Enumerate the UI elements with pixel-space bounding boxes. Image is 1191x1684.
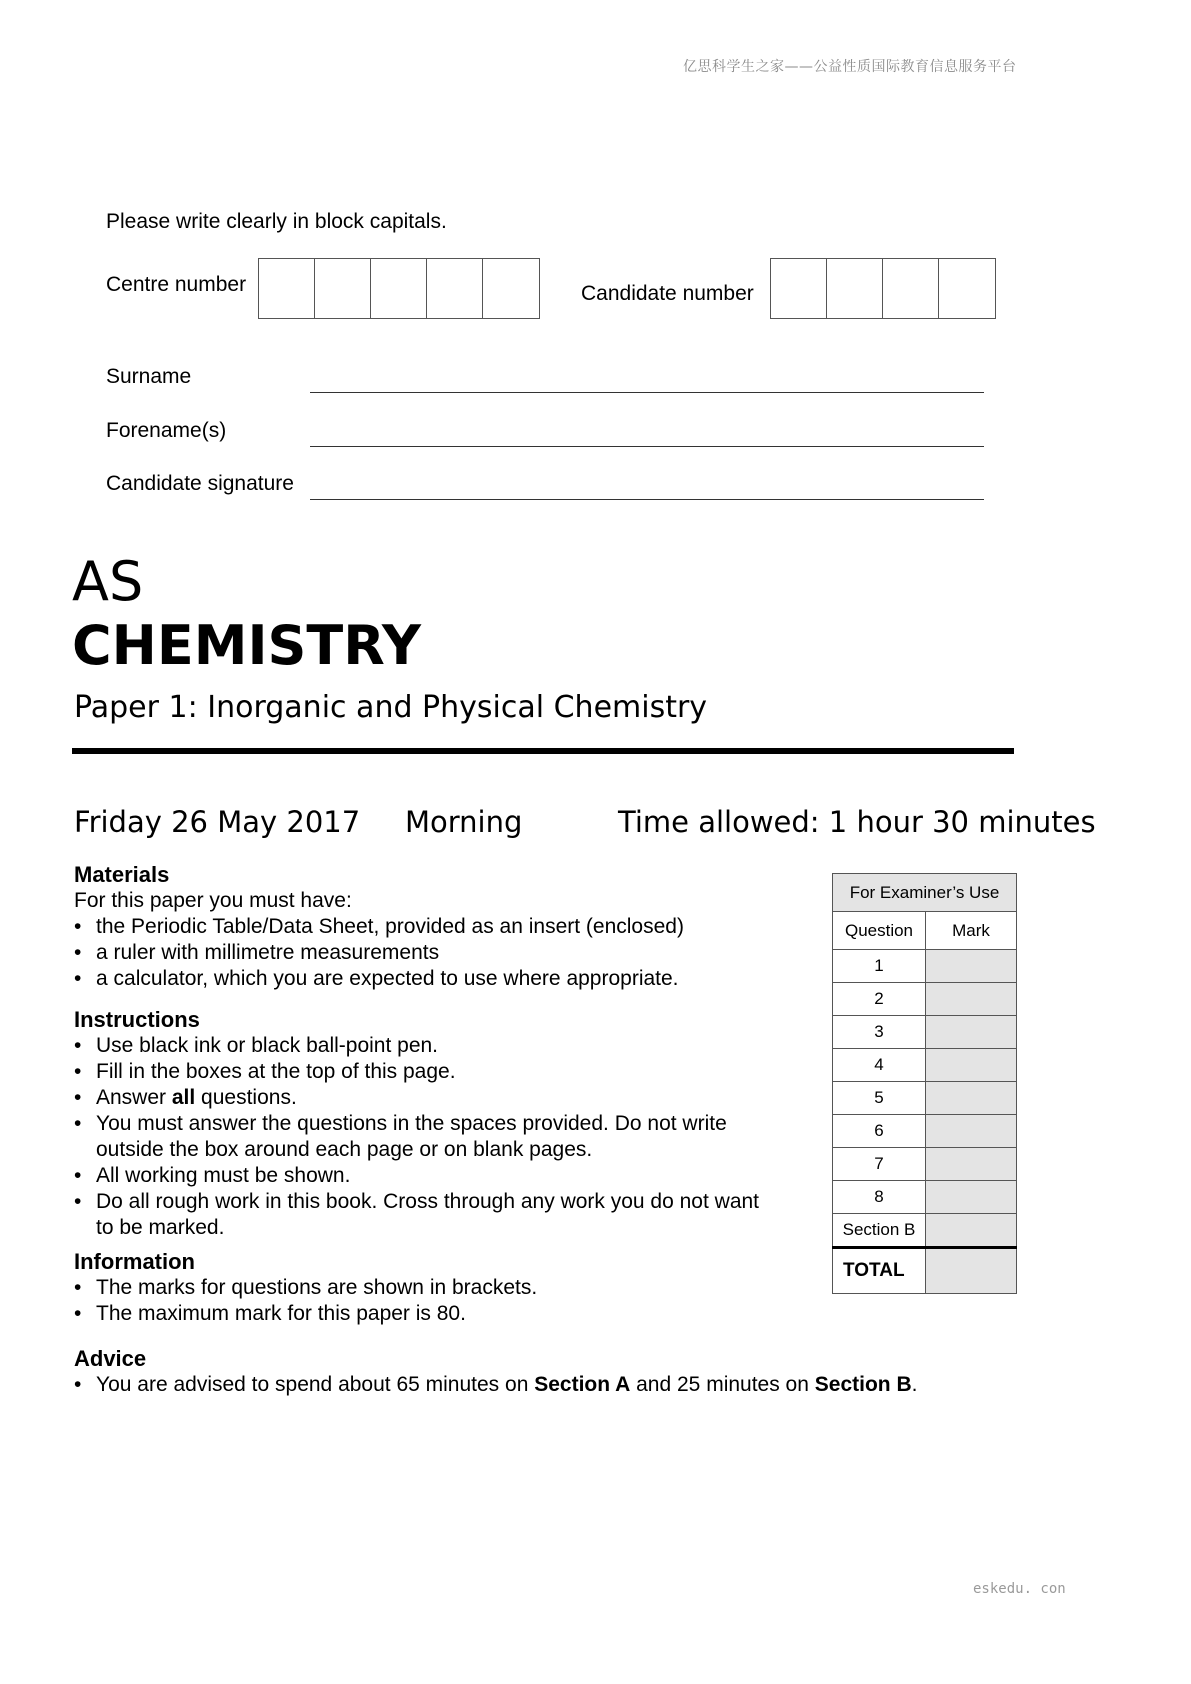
candidate-number-box[interactable]	[939, 259, 995, 318]
centre-number-box[interactable]	[259, 259, 315, 318]
advice-list	[74, 1372, 974, 1398]
materials-section	[74, 862, 804, 992]
examiner-use-table	[832, 873, 1017, 1294]
table-row	[833, 1181, 1017, 1214]
candidate-number-label: Candidate number	[581, 282, 754, 305]
total-mark-cell	[926, 1248, 1017, 1294]
advice-mid: and 25 minutes on	[630, 1373, 815, 1396]
mark-cell	[926, 1115, 1017, 1148]
information-section	[74, 1249, 804, 1327]
surname-line[interactable]	[310, 392, 984, 393]
table-row	[833, 950, 1017, 983]
table-row	[833, 1148, 1017, 1181]
forename-label: Forename(s)	[106, 419, 227, 442]
list-item: • the Periodic Table/Data Sheet, provided as an insert (enclosed)	[74, 914, 804, 940]
title-rule	[72, 748, 1014, 754]
block-capitals-instruction: Please write clearly in block capitals.	[106, 210, 447, 233]
exam-session: Morning	[405, 805, 523, 839]
table-row	[833, 1115, 1017, 1148]
mark-cell	[926, 983, 1017, 1016]
mark-cell	[926, 950, 1017, 983]
candidate-number-box[interactable]	[883, 259, 939, 318]
centre-number-box[interactable]	[371, 259, 427, 318]
mark-cell	[926, 1148, 1017, 1181]
mark-cell	[926, 1049, 1017, 1082]
advice-section-a: Section A	[534, 1373, 631, 1396]
advice-heading: Advice	[74, 1346, 147, 1371]
table-row	[833, 1082, 1017, 1115]
list-item: • The maximum mark for this paper is 80.	[74, 1301, 804, 1327]
information-list	[74, 1275, 804, 1327]
forename-line[interactable]	[310, 446, 984, 447]
table-row	[833, 1214, 1017, 1248]
table-row	[833, 1049, 1017, 1082]
time-allowed: Time allowed: 1 hour 30 minutes	[618, 805, 1096, 839]
examiner-use-title: For Examiner’s Use	[833, 874, 1017, 912]
materials-heading: Materials	[74, 862, 170, 887]
answer-post: questions.	[195, 1086, 297, 1109]
materials-intro: For this paper you must have:	[74, 889, 352, 912]
information-heading: Information	[74, 1249, 195, 1274]
candidate-number-box[interactable]	[827, 259, 883, 318]
question-number: 1	[833, 950, 926, 983]
centre-number-box[interactable]	[315, 259, 371, 318]
answer-pre: Answer	[96, 1086, 172, 1109]
list-item	[74, 1372, 974, 1398]
total-row	[833, 1248, 1017, 1294]
list-item: • a ruler with millimetre measurements	[74, 940, 804, 966]
instructions-heading: Instructions	[74, 1007, 200, 1032]
candidate-number-box[interactable]	[771, 259, 827, 318]
candidate-number-boxes	[770, 258, 996, 319]
watermark-bottom: eskedu. con	[973, 1581, 1066, 1597]
answer-emphasis: all	[171, 1086, 196, 1109]
instructions-section	[74, 1007, 774, 1241]
question-number: 5	[833, 1082, 926, 1115]
signature-label: Candidate signature	[106, 472, 294, 495]
list-item: • Do all rough work in this book. Cross through any work you do not want to be marked.	[74, 1189, 774, 1241]
list-item: • All working must be shown.	[74, 1163, 774, 1189]
centre-number-box[interactable]	[427, 259, 483, 318]
exam-date: Friday 26 May 2017	[74, 805, 361, 839]
table-row	[833, 983, 1017, 1016]
advice-pre: You are advised to spend about 65 minutes on	[96, 1373, 535, 1396]
instructions-list	[74, 1033, 774, 1241]
subject-title: CHEMISTRY	[72, 614, 421, 677]
question-number: 3	[833, 1016, 926, 1049]
qualification-level: AS	[72, 550, 144, 613]
centre-number-box[interactable]	[483, 259, 539, 318]
list-item: • Fill in the boxes at the top of this page.	[74, 1059, 774, 1085]
mark-column-header: Mark	[926, 912, 1017, 950]
paper-title: Paper 1: Inorganic and Physical Chemistry	[74, 690, 708, 725]
watermark-top: 亿思科学生之家——公益性质国际教育信息服务平台	[683, 59, 1017, 75]
centre-number-boxes	[258, 258, 540, 319]
list-item: • Use black ink or black ball-point pen.	[74, 1033, 774, 1059]
mark-cell	[926, 1082, 1017, 1115]
list-item	[74, 1085, 774, 1111]
question-number: Section B	[833, 1214, 926, 1248]
signature-line[interactable]	[310, 499, 984, 500]
question-number: 6	[833, 1115, 926, 1148]
advice-section-b: Section B	[814, 1373, 912, 1396]
total-label: TOTAL	[833, 1248, 926, 1294]
centre-number-label: Centre number	[106, 273, 247, 296]
advice-post: .	[911, 1373, 918, 1396]
mark-cell	[926, 1181, 1017, 1214]
list-item: • a calculator, which you are expected to use where appropriate.	[74, 966, 804, 992]
mark-cell	[926, 1016, 1017, 1049]
question-number: 8	[833, 1181, 926, 1214]
question-number: 4	[833, 1049, 926, 1082]
table-row	[833, 1016, 1017, 1049]
mark-cell	[926, 1214, 1017, 1248]
list-item: • You must answer the questions in the spaces provided. Do not write outside the box around each page or on blank pages.	[74, 1111, 774, 1163]
question-column-header: Question	[833, 912, 926, 950]
surname-label: Surname	[106, 365, 192, 388]
question-number: 2	[833, 983, 926, 1016]
advice-section	[74, 1346, 974, 1398]
materials-list	[74, 914, 804, 992]
list-item: • The marks for questions are shown in brackets.	[74, 1275, 804, 1301]
question-number: 7	[833, 1148, 926, 1181]
